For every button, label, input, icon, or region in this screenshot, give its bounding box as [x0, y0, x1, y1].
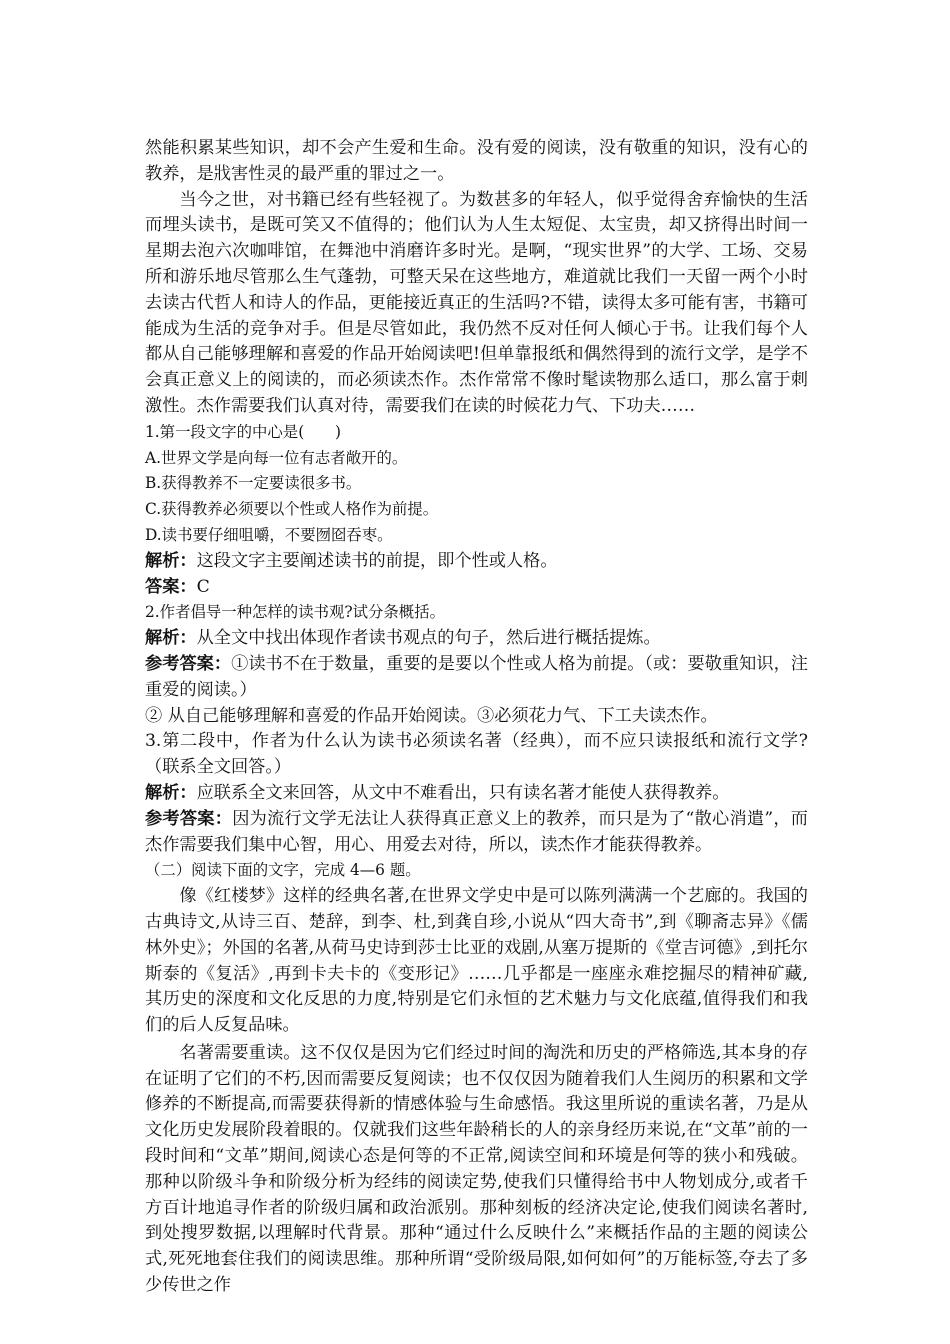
section-2-paragraph-1: 像《红楼梦》这样的经典名著,在世界文学史中是可以陈列满满一个艺廊的。我国的古典诗文,从诗三百、楚辞，到李、杜,到龚自珍,小说从“四大奇书”,到《聊斋志异》《儒林外史》；外国的名著,从荷马史诗到莎士比亚的戏剧,从塞万提斯的《堂吉诃德》,到托尔斯泰的《复活》,再到卡夫卡的《变形记》……几乎都是一座座永难挖掘尽的精神矿藏,其历史的深度和文化反思的力度,特别是它们永恒的艺术魅力与文化底蕴,值得我们和我们的后人反复品味。 [145, 886, 808, 1036]
analysis-label: 解析： [145, 782, 197, 803]
analysis-text: 从全文中找出体现作者读书观点的句子，然后进行概括提炼。 [196, 628, 661, 649]
q3-reference-answer [145, 807, 808, 859]
analysis-text: 这段文字主要阐述读书的前提，即个性或人格。 [196, 550, 558, 571]
reference-answer-label: 参考答案： [145, 653, 232, 674]
q1-answer [145, 575, 808, 601]
analysis-text: 应联系全文来回答，从文中不难看出，只有读名著才能使人获得教养。 [196, 782, 730, 803]
reference-answer-text: 因为流行文学无法让人获得真正意义上的教养，而只是为了“散心消遣”，而杰作需要我们集中心智，用心、用爱去对待，所以，读杰作才能获得教养。 [145, 808, 808, 855]
question-2: 2.作者倡导一种怎样的读书观?试分条概括。 [145, 603, 445, 622]
option-c: C.获得教养必须要以个性或人格作为前提。 [145, 500, 439, 519]
passage-paragraph-1-continued: 然能积累某些知识，却不会产生爱和生命。没有爱的阅读，没有敬重的知识，没有心的教养，是戕害性灵的最严重的罪过之一。 [145, 138, 808, 184]
section-2-paragraph-2: 名著需要重读。这不仅仅是因为它们经过时间的淘洗和历史的严格筛选,其本身的存在证明了它们的不朽,因而需要反复阅读；也不仅仅因为随着我们人生阅历的积累和文学修养的不断提高,而需要获得新的情感体验与生命感悟。我这里所说的重读名著，乃是从文化历史发展阶段着眼的。仅就我们这些年龄稍长的人的亲身经历来说,在“文革”前的一段时间和“文革”期间,阅读心态是何等的不正常,阅读空间和环境是何等的狭小和残破。那种以阶级斗争和阶级分析为经纬的阅读定势,使我们只懂得给书中人物划成分,或者千方百计地追寻作者的阶级归属和政治派别。那种刻板的经济决定论,使我们阅读名著时,到处搜罗数据,以理解时代背景。那种“通过什么反映什么”来概括作品的主题的阅读公式,死死地套住我们的阅读思维。那种所谓“受阶级局限,如何如何”的万能标签,夺去了多少传世之作 [145, 1042, 808, 1296]
answer-label: 答案： [145, 576, 197, 597]
q1-analysis [145, 549, 808, 575]
analysis-label: 解析： [145, 628, 197, 649]
question-1: 1.第一段文字的中心是( ) [145, 422, 341, 441]
question-3: 3.第二段中，作者为什么认为读书必须读名著（经典），而不应只读报纸和流行文学?（联系全文回答。） [145, 731, 808, 778]
option-b: B.获得教养不一定要读很多书。 [145, 474, 362, 493]
q2-analysis [145, 626, 808, 652]
reference-answer-text: ①读书不在于数量，重要的是要以个性或人格为前提。（或：要敬重知识，注重爱的阅读。） [145, 653, 808, 700]
option-d: D.读书要仔细咀嚼，不要囫囵吞枣。 [145, 525, 393, 544]
option-a: A.世界文学是向每一位有志者敞开的。 [145, 448, 408, 467]
reference-answer-label: 参考答案： [145, 808, 233, 829]
q2-reference-answer-continued: ② 从自己能够理解和喜爱的作品开始阅读。③必须花力气、下工夫读杰作。 [145, 705, 718, 726]
q3-analysis [145, 781, 808, 807]
q2-reference-answer [145, 652, 808, 704]
passage-paragraph-2: 当今之世，对书籍已经有些轻视了。为数甚多的年轻人，似乎觉得舍弃愉快的生活而埋头读书，是既可笑又不值得的；他们认为人生太短促、太宝贵，却又挤得出时间一星期去泡六次咖啡馆，在舞池中消磨许多时光。是啊，“现实世界”的大学、工场、交易所和游乐地尽管那么生气蓬勃，可整天呆在这些地方，难道就比我们一天留一两个小时去读古代哲人和诗人的作品，更能接近真正的生活吗?不错，读得太多可能有害，书籍可能成为生活的竞争对手。但是尽管如此，我仍然不反对任何人倾心于书。让我们每个人都从自己能够理解和喜爱的作品开始阅读吧!但单靠报纸和偶然得到的流行文学，是学不会真正意义上的阅读的，而必须读杰作。杰作常常不像时髦读物那么适口，那么富于刺激性。杰作需要我们认真对待，需要我们在读的时候花力气、下功夫…… [145, 189, 808, 416]
section-2-heading: （二）阅读下面的文字，完成 4—6 题。 [145, 861, 421, 880]
analysis-label: 解析： [145, 550, 197, 571]
answer-text: C [196, 576, 210, 597]
